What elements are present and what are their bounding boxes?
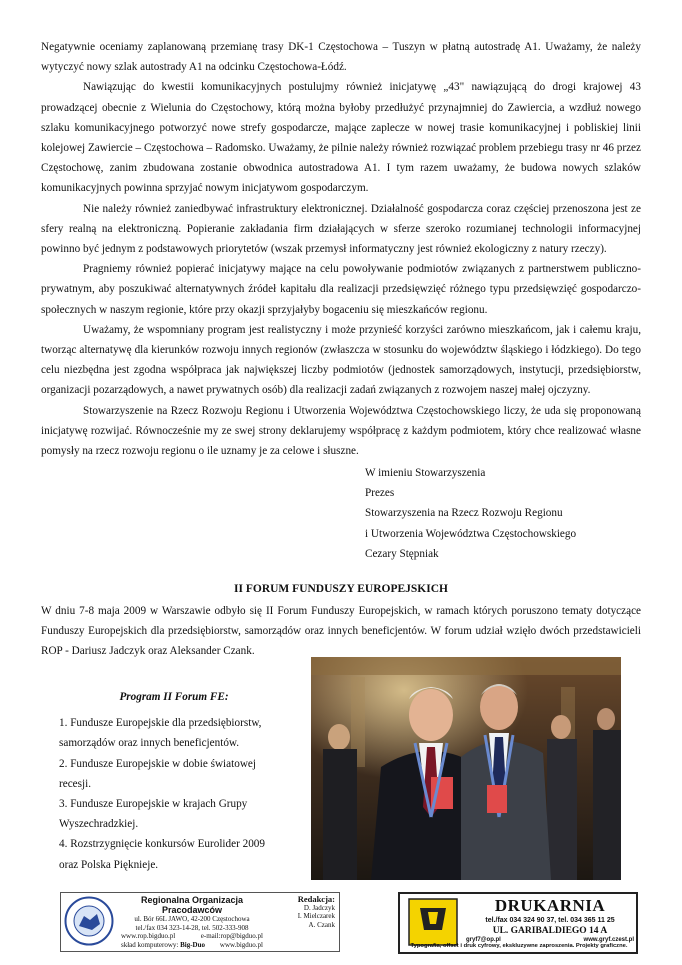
typeset-name: Big-Duo <box>180 940 206 949</box>
article-paragraph: Uważamy, że wspomniany program jest realistyczny i może przynieść korzyści zarówno mieszkańcom, jak i całemu kraju, tworząc alternatywę dla kierunków rozwoju innych regionów (zwłaszcza w stosunku do województw śląskiego i łódzkiego). Do tego celu niezbędna jest zgodna współpraca jak największej liczby podmiotów (jednostek samorządowych, instytucji, przedsiębiorstw, organizacji pozarządowych, a nawet prywatnych osób) dla realizacji zadań związanych z rozwojem naszej małej ojczyzny. <box>41 323 641 397</box>
program-line: 1. Fundusze Europejskie dla przedsiębiorstw, <box>59 717 262 730</box>
article-paragraph: Pragniemy również popierać inicjatywy mające na celu powoływanie podmiotów związanych z partnerstwem publiczno-prywatnym, aby poszukiwać alternatywnych źródeł kapitału dla realizacji przedsięwzięć różnego typu przedsięwzięć gospodarczo-społecznych w naszym regionie, które przy okazji sprzyjałyby bogaceniu się mieszkańców regionu. <box>41 263 641 316</box>
rop-footer-box <box>60 892 340 952</box>
editor-name: A. Czank <box>308 920 335 929</box>
forum-heading: II FORUM FUNDUSZY EUROPEJSKICH <box>234 583 448 595</box>
program-line: oraz Polska Pięknieje. <box>59 858 159 871</box>
typeset-label: skład komputerowy: <box>121 940 179 949</box>
signature-line: Stowarzyszenia na Rzecz Rozwoju Regionu <box>365 507 563 520</box>
drukarnia-tagline: Typografia, offset i druk cyfrowy, ekskluzywne zaproszenia. Projekty graficzne. <box>410 943 628 949</box>
article-paragraph: Stowarzyszenie na Rzecz Rozwoju Regionu i Utworzenia Województwa Częstochowskiego liczy, że uda się proponowaną inicjatywę rozwijać. Równocześnie my ze swej strony deklarujemy współpracę z każdym podmiotem, który chce realizować własne pomysły na rzecz rozwoju regionu o ile uznamy je za celowe i słuszne. <box>41 404 641 458</box>
rop-contact <box>121 895 263 949</box>
program-line: recesji. <box>59 777 91 790</box>
rop-www-link[interactable]: www.rop.bigduo.pl <box>121 932 176 941</box>
program-line: 3. Fundusze Europejskie w krajach Grupy <box>59 798 248 811</box>
editor-name: I. Mielczarek <box>297 912 335 921</box>
drukarnia-www-link[interactable]: www.gryf.czest.pl <box>583 937 634 943</box>
article-body <box>41 37 641 461</box>
signature-block <box>365 463 576 564</box>
editorial-title: Redakcja: <box>297 894 335 904</box>
forum-paragraph: W dniu 7-8 maja 2009 w Warszawie odbyło się II Forum Funduszy Europejskich, w ramach których poruszono tematy dotyczące Funduszy Europejskich dla przedsiębiorstw, samorządów oraz innych beneficjentów. W forum udział wzięło dwóch przedstawicieli ROP - Dariusz Jadczyk oraz Aleksander Czank. <box>41 605 641 658</box>
program-line: 2. Fundusze Europejskie w dobie światowej <box>59 757 256 770</box>
forum-photo <box>311 657 621 880</box>
article-paragraph: Negatywnie oceniamy zaplanowaną przemianę trasy DK-1 Częstochowa – Tuszyn w płatną autostradę A1. Uważamy, że należy wytyczyć nowy szlak autostrady A1 na odcinku Częstochowa-Łódź. <box>41 41 641 74</box>
signature-line: Prezes <box>365 487 395 500</box>
program-line: Wyszechradzkiej. <box>59 818 139 831</box>
typeset-www-link[interactable]: www.bigduo.pl <box>219 940 263 949</box>
program-line: samorządów oraz innych beneficjentów. <box>59 737 240 750</box>
editorial-team <box>265 895 335 929</box>
drukarnia-email-link[interactable]: gryf7@op.pl <box>466 937 501 943</box>
drukarnia-title: DRUKARNIA <box>494 896 606 915</box>
signature-line: W imieniu Stowarzyszenia <box>365 467 486 479</box>
program-line: 4. Rozstrzygnięcie konkursów Eurolider 2009 <box>59 838 265 851</box>
rop-phone: tel./fax 034 323-14-28, tel. 502-333-908 <box>135 923 249 932</box>
program-list <box>59 687 289 875</box>
rop-name: Regionalna Organizacja Pracodawców <box>140 895 244 915</box>
program-title: Program II Forum FE: <box>119 691 229 703</box>
forum-photo-illustration <box>311 657 621 880</box>
drukarnia-address: UL. GARIBALDIEGO 14 A <box>492 926 608 936</box>
drukarnia-phones: tel./fax 034 324 90 37, tel. 034 365 11 25 <box>485 917 615 924</box>
gryf-logo-icon <box>408 898 458 946</box>
article-paragraph: Nawiązując do kwestii komunikacyjnych postulujmy również inicjatywę „43" nawiązującą do drogi krajowej 43 prowadzącej obecnie z Wielunia do Częstochowy, którą można byłoby przedłużyć przynajmniej do Zawiercia, a wzdłuż nowego szlaku komunikacyjnego potworzyć nowe strefy gospodarcze, mające zaplecze w nowej trasie komunikacyjnej i pobliskiej linii kolejowej Zawiercie – Częstochowa – Radomsko. Uważamy, że pilnie należy również rozwiązać problem przebiegu trasy nr 46 przez Częstochowę, zanim zbudowana zostanie obwodnica autostradowa A1. I tym razem uważamy, że budowa nowych szlaków komunikacyjnych powinna sprzyjać nowym inicjatywom gospodarczym. <box>41 81 641 195</box>
rop-address: ul. Bór 66L JAWO, 42-200 Częstochowa <box>134 915 250 923</box>
rop-email-link[interactable]: e-mail:rop@bigduo.pl <box>200 932 263 941</box>
editor-name: D. Jadczyk <box>303 903 335 912</box>
rop-logo-icon <box>64 896 114 946</box>
signature-line: i Utworzenia Województwa Częstochowskiego <box>365 527 577 540</box>
drukarnia-ad <box>398 892 638 954</box>
signature-line: Cezary Stępniak <box>365 547 439 560</box>
article-paragraph: Nie należy również zaniedbywać infrastruktury elektronicznej. Działalność gospodarcza coraz częściej przenoszona jest ze sfery realną na elektroniczną. Popieranie zakładania firm działających w sferze szeroko rozumianej technologii informacyjnej powinno być jednym z podstawowych priorytetów (wszak przemysł informatyczny jest również ekologiczny z natury rzeczy). <box>41 202 641 256</box>
